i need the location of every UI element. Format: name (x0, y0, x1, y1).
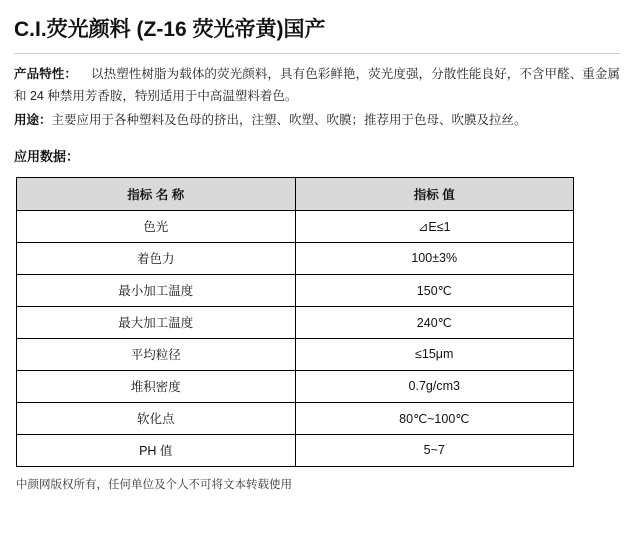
table-cell-value: 0.7g/cm3 (295, 370, 574, 402)
table-cell-value: ⊿E≤1 (295, 210, 574, 242)
table-row (17, 242, 574, 274)
product-properties-text: 以热塑性树脂为载体的荧光颜料，具有色彩鲜艳，荧光度强，分散性能良好，不含甲醛、重金属和 24 种禁用芳香胺，特别适用于中高温塑料着色。 (14, 67, 620, 104)
table-cell-value: 150℃ (295, 274, 574, 306)
product-usage-label: 用途： (14, 113, 52, 128)
product-properties-paragraph (14, 64, 620, 108)
table-row (17, 402, 574, 434)
page-title: C.I.荧光颜料 (Z-16 荧光帝黄)国产 (14, 18, 326, 41)
table-cell-name: 最大加工温度 (17, 306, 296, 338)
title-divider (14, 53, 620, 54)
product-properties-label: 产品特性： (14, 67, 77, 82)
table-row (17, 338, 574, 370)
table-cell-value: 100±3% (295, 242, 574, 274)
table-row (17, 434, 574, 466)
table-header-row (17, 177, 574, 210)
table-cell-name: 色光 (17, 210, 296, 242)
table-cell-name: 堆积密度 (17, 370, 296, 402)
application-data-table (16, 177, 574, 467)
table-cell-value: ≤15μm (295, 338, 574, 370)
table-row (17, 274, 574, 306)
table-cell-name: 软化点 (17, 402, 296, 434)
product-usage-paragraph (14, 110, 620, 132)
table-cell-value: 240℃ (295, 306, 574, 338)
table-row (17, 306, 574, 338)
product-usage-text: 主要应用于各种塑料及色母的挤出，注塑、吹塑、吹膜；推荐用于色母、吹膜及拉丝。 (51, 113, 527, 128)
table-header-cell-name: 指标 名 称 (17, 177, 296, 210)
table-cell-name: 最小加工温度 (17, 274, 296, 306)
table-header-cell-value: 指标 值 (295, 177, 574, 210)
application-data-heading: 应用数据： (14, 148, 80, 164)
table-cell-value: 80℃~100℃ (295, 402, 574, 434)
table-cell-value: 5~7 (295, 434, 574, 466)
copyright-note: 中颜网版权所有，任何单位及个人不可将文本转载使用 (16, 478, 292, 491)
table-cell-name: 平均粒径 (17, 338, 296, 370)
table-row (17, 210, 574, 242)
table-row (17, 370, 574, 402)
table-cell-name: PH 值 (17, 434, 296, 466)
table-cell-name: 着色力 (17, 242, 296, 274)
